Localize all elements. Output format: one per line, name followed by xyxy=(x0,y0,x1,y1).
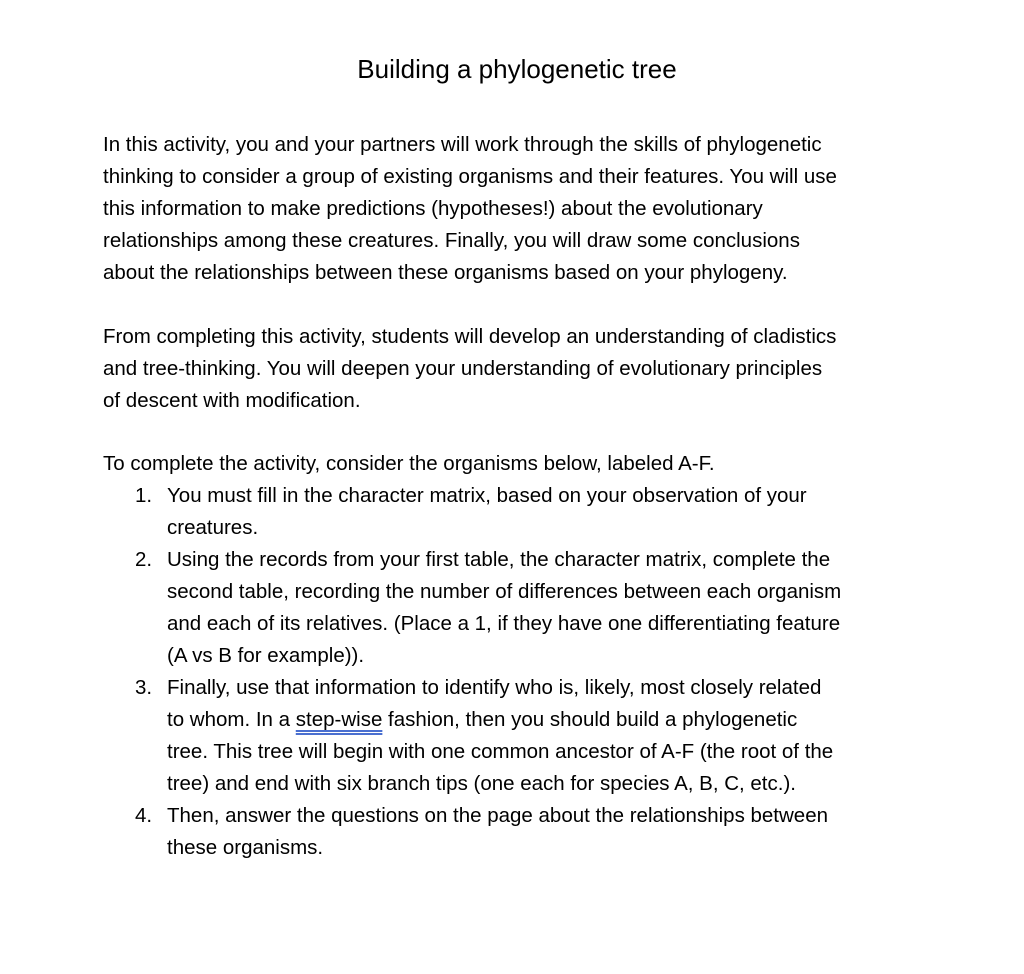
paragraph-line: and tree-thinking. You will deepen your understanding of evolutionary principles xyxy=(103,357,823,380)
paragraph-line: this information to make predictions (hypotheses!) about the evolutionary xyxy=(103,197,763,220)
intro-paragraph xyxy=(103,129,943,289)
list-item xyxy=(103,480,983,544)
list-line: Then, answer the questions on the page about the relationships between xyxy=(167,804,829,827)
list-line: Using the records from your first table, the character matrix, complete the xyxy=(167,548,831,571)
paragraph-line: From completing this activity, students will develop an understanding of cladistics xyxy=(103,325,837,348)
list-line: and each of its relatives. (Place a 1, if they have one differentiating feature xyxy=(167,612,841,635)
list-line: Finally, use that information to identify who is, likely, most closely related xyxy=(167,676,822,699)
paragraph-line: relationships among these creatures. Finally, you will draw some conclusions xyxy=(103,229,800,252)
list-number: 4. xyxy=(135,804,153,827)
page-title: Building a phylogenetic tree xyxy=(357,54,677,84)
list-line: these organisms. xyxy=(167,836,324,859)
paragraph-line: of descent with modification. xyxy=(103,389,361,412)
paragraph-line: thinking to consider a group of existing organisms and their features. You will use xyxy=(103,165,837,188)
list-item xyxy=(103,544,983,672)
list-line: (A vs B for example)). xyxy=(167,644,365,667)
list-number: 1. xyxy=(135,484,153,507)
paragraph-line: In this activity, you and your partners will work through the skills of phylogenetic xyxy=(103,133,822,156)
list-text: fashion, then you should build a phylogenetic xyxy=(382,708,798,731)
list-line: second table, recording the number of differences between each organism xyxy=(167,580,842,603)
objectives-paragraph xyxy=(103,321,943,417)
list-line xyxy=(167,704,983,736)
list-line: You must fill in the character matrix, based on your observation of your xyxy=(167,484,807,507)
paragraph-line: about the relationships between these organisms based on your phylogeny. xyxy=(103,261,788,284)
paragraph-line: To complete the activity, consider the organisms below, labeled A-F. xyxy=(103,452,715,475)
list-number: 2. xyxy=(135,548,153,571)
instructions-list xyxy=(103,480,983,864)
spellcheck-underlined-word: step-wise xyxy=(295,708,383,731)
list-line: tree. This tree will begin with one common ancestor of A-F (the root of the xyxy=(167,740,834,763)
list-line: creatures. xyxy=(167,516,259,539)
list-item xyxy=(103,800,983,864)
list-number: 3. xyxy=(135,676,153,699)
list-text: to whom. In a xyxy=(167,708,296,731)
list-line: tree) and end with six branch tips (one each for species A, B, C, etc.). xyxy=(167,772,796,795)
instructions-intro xyxy=(103,448,943,480)
list-item xyxy=(103,672,983,800)
